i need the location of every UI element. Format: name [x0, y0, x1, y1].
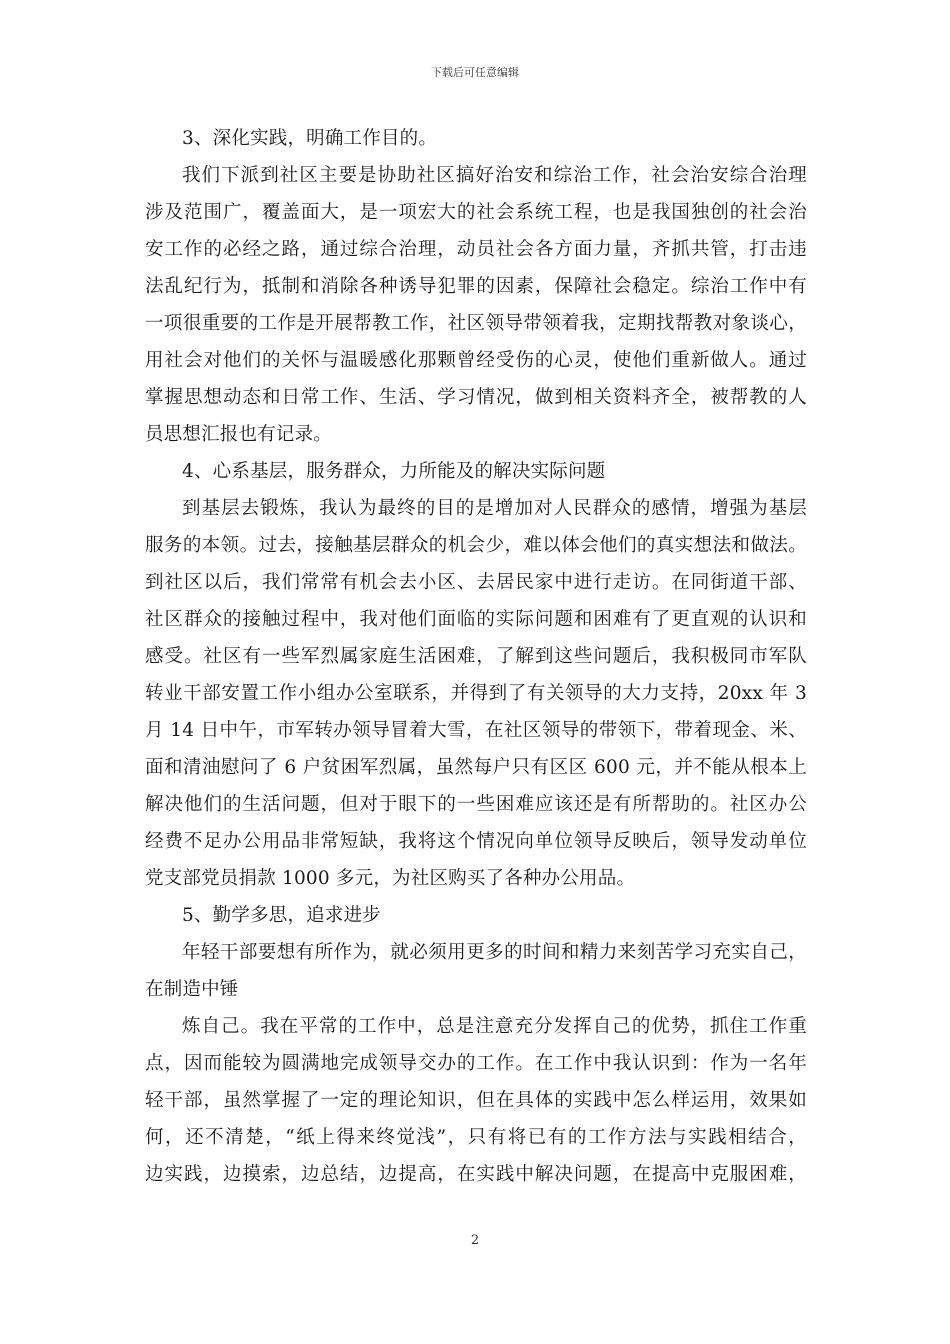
- paragraph-line: 一项很重要的工作是开展帮教工作，社区领导带领着我，定期找帮教对象谈心，: [145, 313, 807, 334]
- paragraph-line: 年轻干部要想有所作为，就必须用更多的时间和精力来刻苦学习充实自己，: [182, 942, 807, 963]
- paragraph-line: 边实践，边摸索，边总结，边提高，在实践中解决问题，在提高中克服困难，: [145, 1164, 807, 1185]
- paragraph-line: 轻干部，虽然掌握了一定的理论知识，但在具体的实践中怎么样运用，效果如: [145, 1090, 807, 1111]
- paragraph-line: 涉及范围广，覆盖面大，是一项宏大的社会系统工程，也是我国独创的社会治: [145, 202, 807, 223]
- paragraph-line: 在制造中锤: [145, 979, 239, 1000]
- section-heading-5: 5、勤学多思，追求进步: [182, 905, 381, 926]
- paragraph-line: 经费不足办公用品非常短缺，我将这个情况向单位领导反映后，领导发动单位: [145, 831, 807, 852]
- paragraph-line: 月 14 日中午，市军转办领导冒着大雪，在社区领导的带领下，带着现金、米、: [145, 720, 807, 741]
- paragraph-line: 点，因而能较为圆满地完成领导交办的工作。在工作中我认识到：作为一名年: [145, 1053, 807, 1074]
- paragraph-line: 掌握思想动态和日常工作、生活、学习情况，做到相关资料齐全，被帮教的人: [145, 387, 807, 408]
- paragraph-practice: [145, 1008, 807, 1193]
- paragraph-line: 用社会对他们的关怀与温暖感化那颗曾经受伤的心灵，使他们重新做人。通过: [145, 350, 807, 371]
- paragraph-line: 社区群众的接触过程中，我对他们面临的实际问题和困难有了更直观的认识和: [145, 609, 807, 630]
- section-heading-4: 4、心系基层，服务群众，力所能及的解决实际问题: [182, 461, 606, 482]
- paragraph-study: [145, 934, 807, 1008]
- page-number: 2: [470, 1233, 480, 1248]
- paragraph-line: 何，还不清楚，“纸上得来终觉浅”，只有将已有的工作方法与实践相结合，: [145, 1127, 807, 1148]
- paragraph-line: 面和清油慰问了 6 户贫困军烈属，虽然每户只有区区 600 元，并不能从根本上: [145, 757, 807, 778]
- paragraph-line: 到基层去锻炼，我认为最终的目的是增加对人民群众的感情，增强为基层: [182, 498, 807, 519]
- paragraph-line: 安工作的必经之路，通过综合治理，动员社会各方面力量，齐抓共管，打击违: [145, 239, 807, 260]
- paragraph-line: 党支部党员捐款 1000 多元，为社区购买了各种办公用品。: [145, 868, 636, 889]
- section-heading-3: 3、深化实践，明确工作目的。: [182, 128, 438, 149]
- paragraph-line: 我们下派到社区主要是协助社区搞好治安和综治工作，社会治安综合治理: [182, 165, 807, 186]
- page-header: 下载后可任意编辑: [431, 66, 519, 79]
- paragraph-line: 感受。社区有一些军烈属家庭生活困难，了解到这些问题后，我积极同市军队: [145, 646, 807, 667]
- paragraph-line: 员思想汇报也有记录。: [145, 424, 333, 445]
- document-body: [145, 120, 807, 1193]
- paragraph-line: 服务的本领。过去，接触基层群众的机会少，难以体会他们的真实想法和做法。: [145, 535, 807, 556]
- paragraph-line: 炼自己。我在平常的工作中，总是注意充分发挥自己的优势，抓住工作重: [182, 1016, 807, 1037]
- paragraph-grassroots: [145, 490, 807, 897]
- paragraph-line: 转业干部安置工作小组办公室联系，并得到了有关领导的大力支持，20xx 年 3: [145, 683, 807, 704]
- paragraph-line: 法乱纪行为，抵制和消除各种诱导犯罪的因素，保障社会稳定。综治工作中有: [145, 276, 807, 297]
- paragraph-social-security: [145, 157, 807, 453]
- paragraph-line: 解决他们的生活问题，但对于眼下的一些困难应该还是有所帮助的。社区办公: [145, 794, 807, 815]
- paragraph-line: 到社区以后，我们常常有机会去小区、去居民家中进行走访。在同街道干部、: [145, 572, 807, 593]
